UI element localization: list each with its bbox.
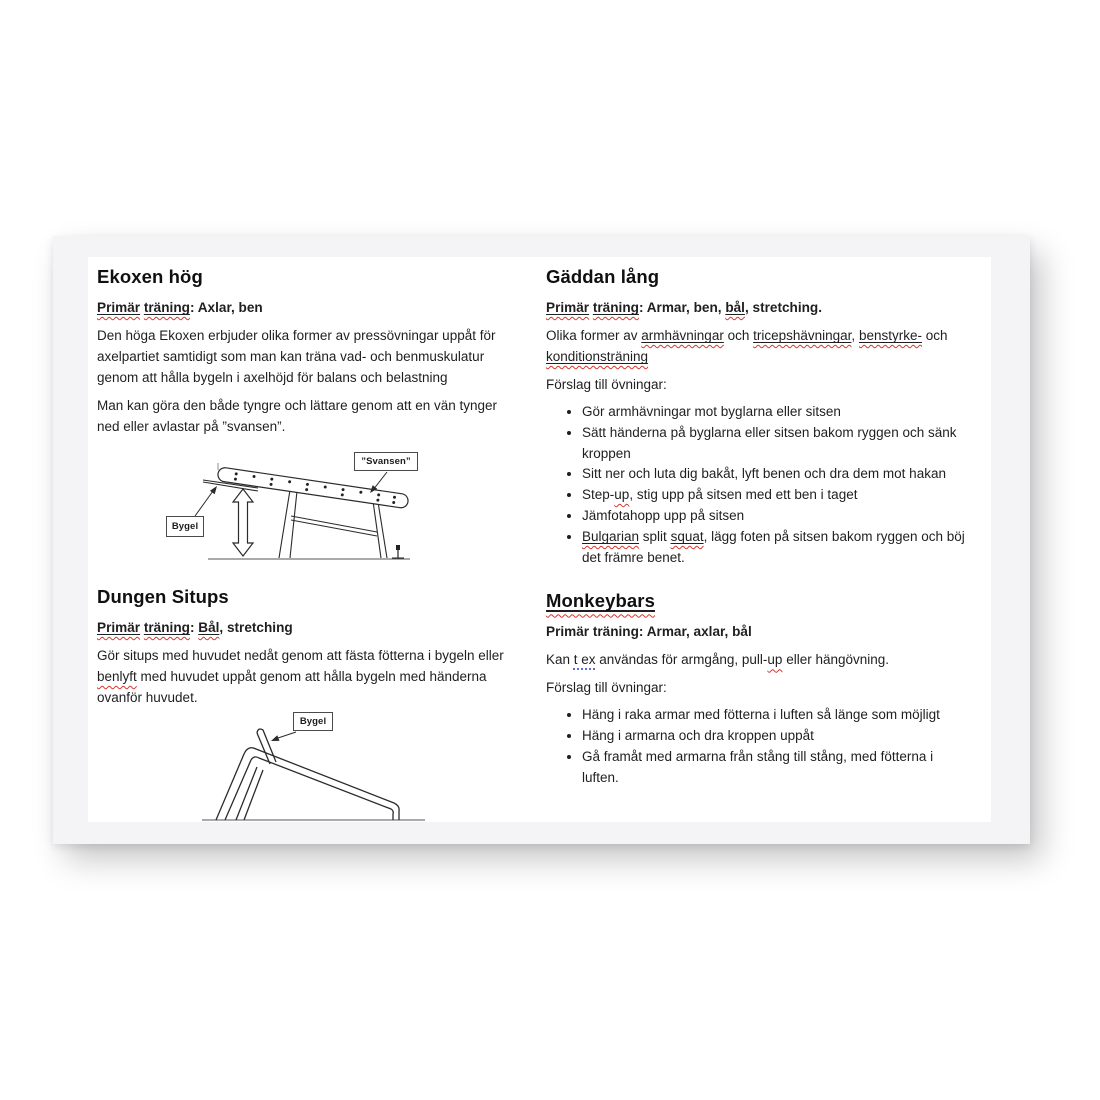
primary-training-dungen: Primär träning: Bål, stretching — [97, 620, 293, 635]
height-adjust-arrow — [233, 489, 253, 556]
list-item: • Gå framåt med armarna från stång till stång, med fötterna i luften. — [582, 747, 967, 789]
section-title-ekoxen: Ekoxen hög — [97, 266, 203, 287]
bygel-callout-label: Bygel — [166, 516, 204, 537]
monkeybars-bullet-list — [546, 705, 967, 788]
bygel-callout-label: Bygel — [293, 712, 333, 731]
gaddan-intro: Olika former av armhävningar och tricepshävningar, benstyrke- och konditionsträning — [546, 328, 948, 364]
ekoxen-paragraph-1: Den höga Ekoxen erbjuder olika former av pressövningar uppåt för axelpartiet samtidigt som man kan träna vad- och benmuskulatur genom att hålla bygeln i axelhöjd för balans och belastning — [97, 328, 496, 385]
list-item: • Step-up, stig upp på sitsen med ett ben i taget — [582, 485, 967, 506]
section-title-gaddan: Gäddan lång — [546, 266, 660, 287]
document-page — [88, 257, 991, 822]
primary-training-gaddan: Primär träning: Armar, ben, bål, stretching. — [546, 300, 822, 315]
dungen-diagram — [200, 707, 440, 827]
svansen-callout-label: ”Svansen” — [354, 452, 418, 471]
document-card — [53, 236, 1030, 844]
left-column — [97, 267, 521, 827]
list-item: • Häng i raka armar med fötterna i luften så länge som möjligt — [582, 705, 967, 726]
monkeybars-suggest-label: Förslag till övningar: — [546, 680, 667, 696]
list-item: • Jämfotahopp upp på sitsen — [582, 506, 967, 527]
list-item: • Häng i armarna och dra kroppen uppåt — [582, 726, 967, 747]
primary-training-ekoxen: Primär träning: Axlar, ben — [97, 300, 263, 315]
section-title-monkeybars: Monkeybars — [546, 590, 655, 612]
list-item: • Gör armhävningar mot byglarna eller sitsen — [582, 402, 967, 423]
list-item: • Sitt ner och luta dig bakåt, lyft benen och dra dem mot hakan — [582, 464, 967, 485]
ekoxen-diagram — [140, 444, 460, 570]
right-column — [546, 267, 967, 789]
dungen-paragraph: Gör situps med huvudet nedåt genom att fästa fötterna i bygeln eller benlyft med huvudet uppåt genom att hålla bygeln med händerna ovanför huvudet. — [97, 648, 504, 705]
section-title-dungen: Dungen Situps — [97, 586, 229, 607]
list-item: • Bulgarian split squat, lägg foten på sitsen bakom ryggen och böj det främre benet. — [582, 527, 967, 569]
gaddan-suggest-label: Förslag till övningar: — [546, 377, 667, 392]
list-item: • Sätt händerna på byglarna eller sitsen bakom ryggen och sänk kroppen — [582, 423, 967, 465]
monkeybars-intro: Kan t ex användas för armgång, pull-up eller hängövning. — [546, 652, 890, 668]
ekoxen-paragraph-2: Man kan göra den både tyngre och lättare genom att en vän tynger ned eller avlastar på ”svansen”. — [97, 398, 498, 434]
gaddan-bullet-list — [546, 402, 967, 568]
primary-training-monkeybars: Primär träning: Armar, axlar, bål — [546, 624, 752, 640]
